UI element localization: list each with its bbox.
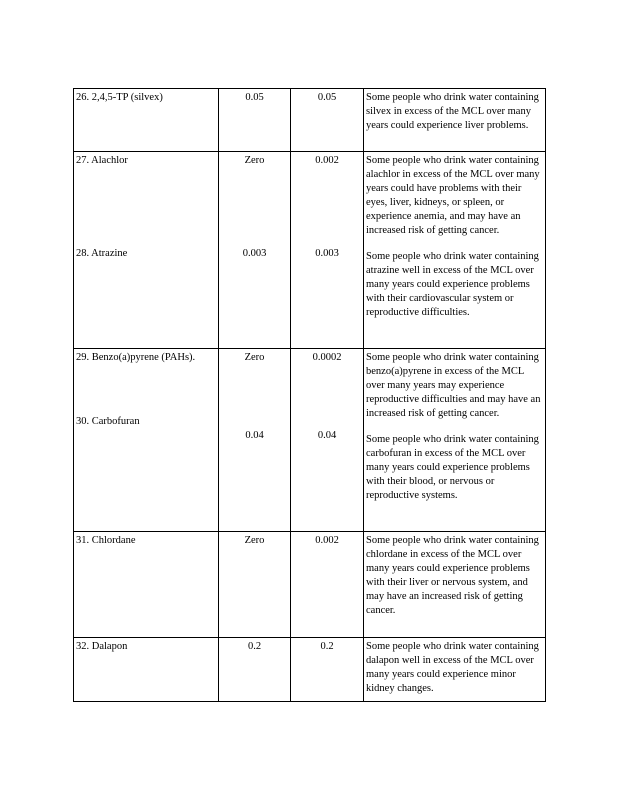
spacer <box>293 168 361 247</box>
contaminant-name-cell <box>74 152 219 349</box>
health-effects-cell <box>364 349 546 532</box>
mcl-value: 0.2 <box>320 641 334 652</box>
spacer <box>221 365 288 429</box>
contaminant-name-cell <box>74 532 219 638</box>
contaminant-name-cell <box>74 89 219 152</box>
mcl-cell <box>291 152 364 349</box>
table-row <box>74 152 546 349</box>
spacer <box>293 365 361 429</box>
table-row <box>74 532 546 638</box>
mcl-cell <box>291 349 364 532</box>
mcl-value: 0.003 <box>315 248 339 259</box>
contaminants-table <box>73 88 546 702</box>
contaminant-name: 27. Alachlor <box>76 155 128 166</box>
contaminant-name: 32. Dalapon <box>76 641 128 652</box>
mclg-value: Zero <box>244 155 265 166</box>
table-row <box>74 349 546 532</box>
health-effects-cell <box>364 532 546 638</box>
health-effects-cell <box>364 638 546 702</box>
health-effects-text: Some people who drink water containing alachlor in excess of the MCL over many years could have problems with their eyes, liver, kidneys, or spleen, or experience anemia, and may have an increased risk of getting cancer. <box>366 155 540 236</box>
mclg-cell <box>219 349 291 532</box>
contaminant-name-cell <box>74 638 219 702</box>
health-effects-text: Some people who drink water containing silvex in excess of the MCL over many years could experience liver problems. <box>366 92 539 131</box>
mcl-value: 0.002 <box>315 155 339 166</box>
contaminant-name: 31. Chlordane <box>76 535 136 546</box>
spacer <box>76 168 216 247</box>
mclg-cell <box>219 532 291 638</box>
contaminant-name-cell <box>74 349 219 532</box>
mclg-value: Zero <box>244 352 265 363</box>
health-effects-cell <box>364 89 546 152</box>
mcl-value: 0.002 <box>315 535 339 546</box>
mclg-value: 0.04 <box>245 430 264 441</box>
health-effects-text: Some people who drink water containing atrazine well in excess of the MCL over many years could experience problems with their cardiovascular system or reproductive difficulties. <box>366 251 539 318</box>
contaminant-name: 29. Benzo(a)pyrene (PAHs). <box>76 352 196 363</box>
mclg-cell <box>219 89 291 152</box>
spacer <box>221 168 288 247</box>
table-row <box>74 638 546 702</box>
spacer <box>76 365 216 415</box>
mclg-cell <box>219 152 291 349</box>
table-row <box>74 89 546 152</box>
mclg-value: 0.003 <box>242 248 267 259</box>
mclg-cell <box>219 638 291 702</box>
mclg-value: Zero <box>244 535 265 546</box>
contaminant-name: 26. 2,4,5-TP (silvex) <box>76 92 163 103</box>
contaminant-name: 30. Carbofuran <box>76 416 140 427</box>
mclg-value: 0.05 <box>245 92 264 103</box>
mcl-cell <box>291 638 364 702</box>
health-effects-text: Some people who drink water containing chlordane in excess of the MCL over many years could experience problems with their liver or nervous system, and may have an increased risk of getting cancer. <box>366 535 539 616</box>
mcl-value: 0.0002 <box>312 352 342 363</box>
health-effects-cell <box>364 152 546 349</box>
contaminant-name: 28. Atrazine <box>76 248 128 259</box>
health-effects-text: Some people who drink water containing carbofuran in excess of the MCL over many years could experience problems with their blood, or nervous or reproductive systems. <box>366 434 539 501</box>
mcl-cell <box>291 89 364 152</box>
mcl-value: 0.04 <box>317 430 337 441</box>
health-effects-text: Some people who drink water containing dalapon well in excess of the MCL over many years could experience minor kidney changes. <box>366 641 539 694</box>
mcl-value: 0.05 <box>317 92 337 103</box>
mclg-value: 0.2 <box>247 641 262 652</box>
health-effects-text: Some people who drink water containing benzo(a)pyrene in excess of the MCL over many years may experience reproductive difficulties and may have an increased risk of getting cancer. <box>366 352 541 419</box>
mcl-cell <box>291 532 364 638</box>
